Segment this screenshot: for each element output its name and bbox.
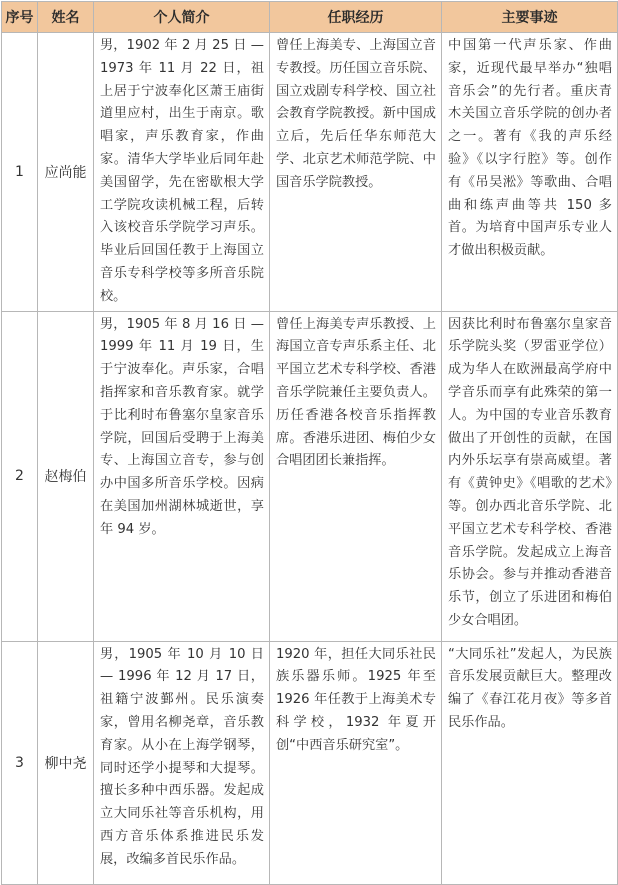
musicians-table	[1, 1, 618, 885]
table-header-row	[2, 2, 618, 33]
cell-no: 1	[2, 33, 38, 312]
cell-experience: 曾任上海美专、上海国立音专教授。历任国立音乐院、国立戏剧专科学校、国立社会教育学院教授。新中国成立后，先后任华东师范大学、北京艺术师范学院、中国音乐学院教授。	[270, 33, 442, 312]
table-row	[2, 33, 618, 312]
cell-intro: 男，1905 年 8 月 16 日 — 1999 年 11 月 19 日，生于宁波奉化。声乐家，合唱指挥家和音乐教育家。就学于比利时布鲁塞尔皇家音乐学院，回国后受聘于上海美专、上海国立音专，参与创办中国多所音乐学校。因病在美国加州湖林城逝世，享年 94 岁。	[94, 311, 270, 641]
cell-intro: 男，1902 年 2 月 25 日 — 1973 年 11 月 22 日，祖上居于宁波奉化区萧王庙街道里应村，出生于南京。歌唱家，声乐教育家，作曲家。清华大学毕业后同年赴美国留学，先在密歇根大学工学院攻读机械工程，后转入该校音乐学院学习声乐。毕业后回国任教于上海国立音乐专科学校等多所音乐院校。	[94, 33, 270, 312]
header-intro: 个人简介	[94, 2, 270, 33]
cell-experience: 曾任上海美专声乐教授、上海国立音专声乐系主任、北平国立艺术专科学校、香港音乐学院兼任主要负责人。历任香港各校音乐指挥教席。香港乐进团、梅伯少女合唱团团长兼指挥。	[270, 311, 442, 641]
table-container	[1, 1, 617, 881]
cell-deeds: “大同乐社”发起人，为民族音乐发展贡献巨大。整理改编了《春江花月夜》等多首民乐作品。	[442, 641, 618, 884]
header-name: 姓名	[38, 2, 94, 33]
header-deeds: 主要事迹	[442, 2, 618, 33]
cell-deeds: 中国第一代声乐家、作曲家，近现代最早举办“独唱音乐会”的先行者。重庆青木关国立音乐学院的创办者之一。著有《我的声乐经验》《以字行腔》等。创作有《吊吴淞》等歌曲、合唱曲和练声曲等共 150 多首。为培育中国声乐专业人才做出积极贡献。	[442, 33, 618, 312]
table-row	[2, 311, 618, 641]
header-no: 序号	[2, 2, 38, 33]
cell-intro: 男，1905 年 10 月 10 日 — 1996 年 12 月 17 日，祖籍宁波鄞州。民乐演奏家，曾用名柳尧章，音乐教育家。从小在上海学钢琴，同时还学小提琴和大提琴。擅长多种中西乐器。发起成立大同乐社等音乐机构，用西方音乐体系推进民乐发展，改编多首民乐作品。	[94, 641, 270, 884]
cell-name: 柳中尧	[38, 641, 94, 884]
cell-experience: 1920 年，担任大同乐社民族乐器乐师。1925 年至 1926 年任教于上海美术专科学校，1932 年夏开创“中西音乐研究室”。	[270, 641, 442, 884]
cell-name: 赵梅伯	[38, 311, 94, 641]
cell-name: 应尚能	[38, 33, 94, 312]
header-experience: 任职经历	[270, 2, 442, 33]
cell-deeds: 因获比利时布鲁塞尔皇家音乐学院头奖（罗雷亚学位）成为华人在欧洲最高学府中学音乐而享有此殊荣的第一人。为中国的专业音乐教育做出了开创性的贡献，在国内外乐坛享有崇高威望。著有《黄钟史》《唱歌的艺术》等。创办西北音乐学院、北平国立艺术专科学校、香港音乐学院。发起成立上海音乐协会。参与并推动香港音乐节，创立了乐进团和梅伯少女合唱团。	[442, 311, 618, 641]
table-row	[2, 641, 618, 884]
cell-no: 2	[2, 311, 38, 641]
cell-no: 3	[2, 641, 38, 884]
